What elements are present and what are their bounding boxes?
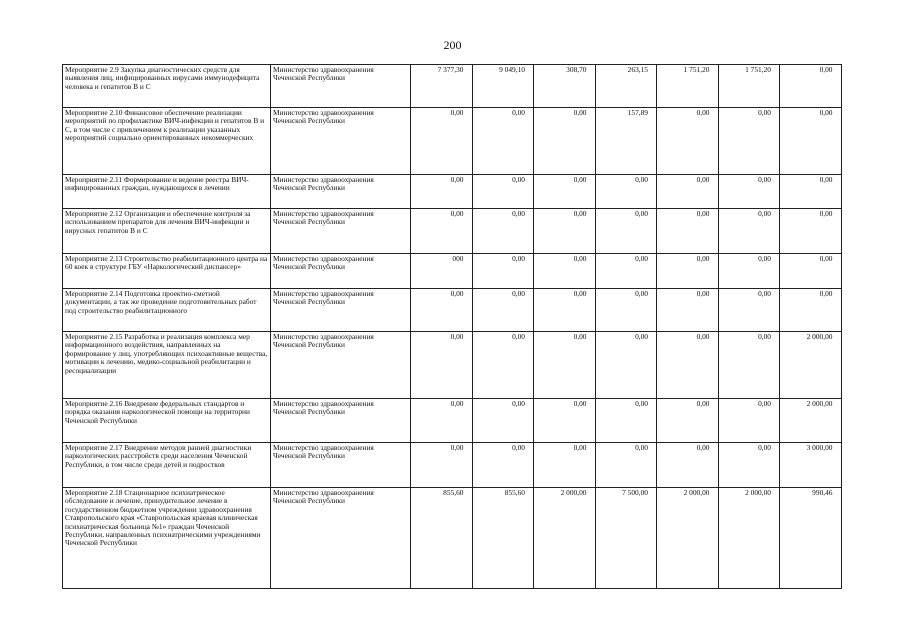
table-row: [63, 65, 842, 108]
funding-value-cell: 0,00: [780, 65, 842, 108]
funding-value-cell: 2 000,00: [718, 488, 780, 589]
funding-value-cell: 0,00: [657, 332, 719, 399]
funding-value-cell: 0,00: [718, 209, 780, 254]
funding-value-cell: 7 500,00: [595, 488, 657, 589]
funding-value-cell: 0,00: [534, 443, 596, 488]
table-row: [63, 209, 842, 254]
funding-value-cell: 0,00: [472, 443, 534, 488]
funding-value-cell: 2 000,00: [534, 488, 596, 589]
funding-value-cell: 0,00: [534, 332, 596, 399]
funding-value-cell: 0,00: [657, 399, 719, 443]
funding-value-cell: 0,00: [595, 209, 657, 254]
funding-value-cell: 0,00: [657, 443, 719, 488]
funding-value-cell: 0,00: [657, 209, 719, 254]
table-row: [63, 289, 842, 332]
table-row: [63, 488, 842, 589]
funding-value-cell: 0,00: [411, 108, 473, 175]
funding-value-cell: 0,00: [534, 175, 596, 209]
funding-value-cell: 0,00: [595, 443, 657, 488]
funding-value-cell: 0,00: [411, 332, 473, 399]
activity-name-cell: Мероприятие 2.14 Подготовка проектно-сметной документации, а так же проведение подготовительных работ под строительство реабилитационного: [63, 289, 271, 332]
funding-value-cell: 0,00: [534, 289, 596, 332]
funding-value-cell: 0,00: [472, 108, 534, 175]
funding-value-cell: 0,00: [780, 209, 842, 254]
funding-value-cell: 0,00: [657, 175, 719, 209]
funding-value-cell: 2 000,00: [657, 488, 719, 589]
funding-value-cell: 9 049,10: [472, 65, 534, 108]
activity-name-cell: Мероприятие 2.13 Строительство реабилитационного центра на 60 коек в структуре ГБУ «Наркологический диспансер»: [63, 254, 271, 289]
funding-value-cell: 0,00: [534, 399, 596, 443]
funding-value-cell: 0,00: [595, 332, 657, 399]
funding-value-cell: 0,00: [595, 175, 657, 209]
funding-value-cell: 000: [411, 254, 473, 289]
funding-value-cell: 2 000,00: [780, 399, 842, 443]
funding-value-cell: 3 000,00: [780, 443, 842, 488]
funding-value-cell: 855,60: [472, 488, 534, 589]
funding-value-cell: 0,00: [718, 254, 780, 289]
funding-value-cell: 0,00: [534, 209, 596, 254]
funding-value-cell: 263,15: [595, 65, 657, 108]
funding-value-cell: 1 751,20: [718, 65, 780, 108]
funding-value-cell: 157,89: [595, 108, 657, 175]
table-row: [63, 443, 842, 488]
funding-value-cell: 0,00: [411, 209, 473, 254]
executor-cell: Министерство здравоохранения Чеченской Республики: [271, 289, 411, 332]
activity-name-cell: Мероприятие 2.16 Внедрение федеральных стандартов и порядка оказания наркологической помощи на территории Чеченской Республики: [63, 399, 271, 443]
funding-value-cell: 0,00: [595, 399, 657, 443]
funding-value-cell: 2 000,00: [780, 332, 842, 399]
funding-value-cell: 7 377,30: [411, 65, 473, 108]
funding-value-cell: 0,00: [718, 399, 780, 443]
executor-cell: Министерство здравоохранения Чеченской Республики: [271, 399, 411, 443]
executor-cell: Министерство здравоохранения Чеченской Республики: [271, 443, 411, 488]
funding-value-cell: 0,00: [472, 254, 534, 289]
budget-table: [62, 64, 842, 589]
funding-value-cell: 0,00: [780, 254, 842, 289]
funding-value-cell: 0,00: [534, 254, 596, 289]
funding-value-cell: 0,00: [472, 289, 534, 332]
table-row: [63, 108, 842, 175]
activity-name-cell: Мероприятие 2.12 Организация и обеспечение контроля за использованием препаратов для лечения ВИЧ-инфекции и вирусных гепатитов В и С: [63, 209, 271, 254]
funding-value-cell: 0,00: [411, 443, 473, 488]
funding-value-cell: 0,00: [411, 289, 473, 332]
funding-value-cell: 0,00: [718, 108, 780, 175]
funding-value-cell: 0,00: [718, 332, 780, 399]
funding-value-cell: 0,00: [472, 399, 534, 443]
funding-value-cell: 0,00: [411, 399, 473, 443]
activity-name-cell: Мероприятие 2.9 Закупка диагностических средств для выявления лиц, инфицированных вирусами иммунодефицита человека и гепатитов В и С: [63, 65, 271, 108]
funding-value-cell: 0,00: [780, 108, 842, 175]
funding-value-cell: 990,46: [780, 488, 842, 589]
funding-value-cell: 0,00: [472, 209, 534, 254]
table-row: [63, 399, 842, 443]
table-row: [63, 254, 842, 289]
executor-cell: Министерство здравоохранения Чеченской Республики: [271, 332, 411, 399]
table-row: [63, 332, 842, 399]
table-row: [63, 175, 842, 209]
funding-value-cell: 0,00: [780, 175, 842, 209]
executor-cell: Министерство здравоохранения Чеченской Республики: [271, 108, 411, 175]
activity-name-cell: Мероприятие 2.15 Разработка и реализация комплекса мер информационного воздействия, направленных на формирование у лиц, употребляющих психоактивные вещества, мотивации к лечению, медико-социальной реабилитации и ресоциализации: [63, 332, 271, 399]
activity-name-cell: Мероприятие 2.10 Финансовое обеспечение реализации мероприятий по профилактике ВИЧ-инфекции и гепатитов В и С, в том числе с привлечением к реализации указанных мероприятий социально ориентированных некоммерческих: [63, 108, 271, 175]
funding-value-cell: 0,00: [411, 175, 473, 209]
activity-name-cell: Мероприятие 2.11 Формирование и ведение реестра ВИЧ-инфицированных граждан, нуждающихся в лечении: [63, 175, 271, 209]
executor-cell: Министерство здравоохранения Чеченской Республики: [271, 65, 411, 108]
activity-name-cell: Мероприятие 2.17 Внедрение методов ранней диагностики наркологических расстройств среди населения Чеченской Республики, в том числе среди детей и подростков: [63, 443, 271, 488]
activity-name-cell: Мероприятие 2.18 Стационарное психиатрическое обследование и лечение, принудительное лечение в государственном бюджетном учреждении здравоохранения Ставропольского края «Ставропольская краевая клиническая психиатрическая больница №1» граждан Чеченской Республики, направленных психиатрическими учреждениями Чеченской Республики: [63, 488, 271, 589]
funding-value-cell: 0,00: [595, 254, 657, 289]
funding-value-cell: 0,00: [657, 289, 719, 332]
funding-value-cell: 0,00: [534, 108, 596, 175]
page-number: 200: [443, 38, 462, 52]
funding-value-cell: 1 751,20: [657, 65, 719, 108]
funding-value-cell: 0,00: [718, 175, 780, 209]
executor-cell: Министерство здравоохранения Чеченской Республики: [271, 488, 411, 589]
executor-cell: Министерство здравоохранения Чеченской Республики: [271, 209, 411, 254]
funding-value-cell: 0,00: [472, 332, 534, 399]
funding-value-cell: 0,00: [595, 289, 657, 332]
funding-value-cell: 0,00: [472, 175, 534, 209]
executor-cell: Министерство здравоохранения Чеченской Республики: [271, 175, 411, 209]
funding-value-cell: 308,70: [534, 65, 596, 108]
executor-cell: Министерство здравоохранения Чеченской Республики: [271, 254, 411, 289]
funding-value-cell: 0,00: [718, 443, 780, 488]
funding-value-cell: 0,00: [780, 289, 842, 332]
funding-value-cell: 855,60: [411, 488, 473, 589]
funding-value-cell: 0,00: [657, 254, 719, 289]
funding-value-cell: 0,00: [657, 108, 719, 175]
funding-value-cell: 0,00: [718, 289, 780, 332]
